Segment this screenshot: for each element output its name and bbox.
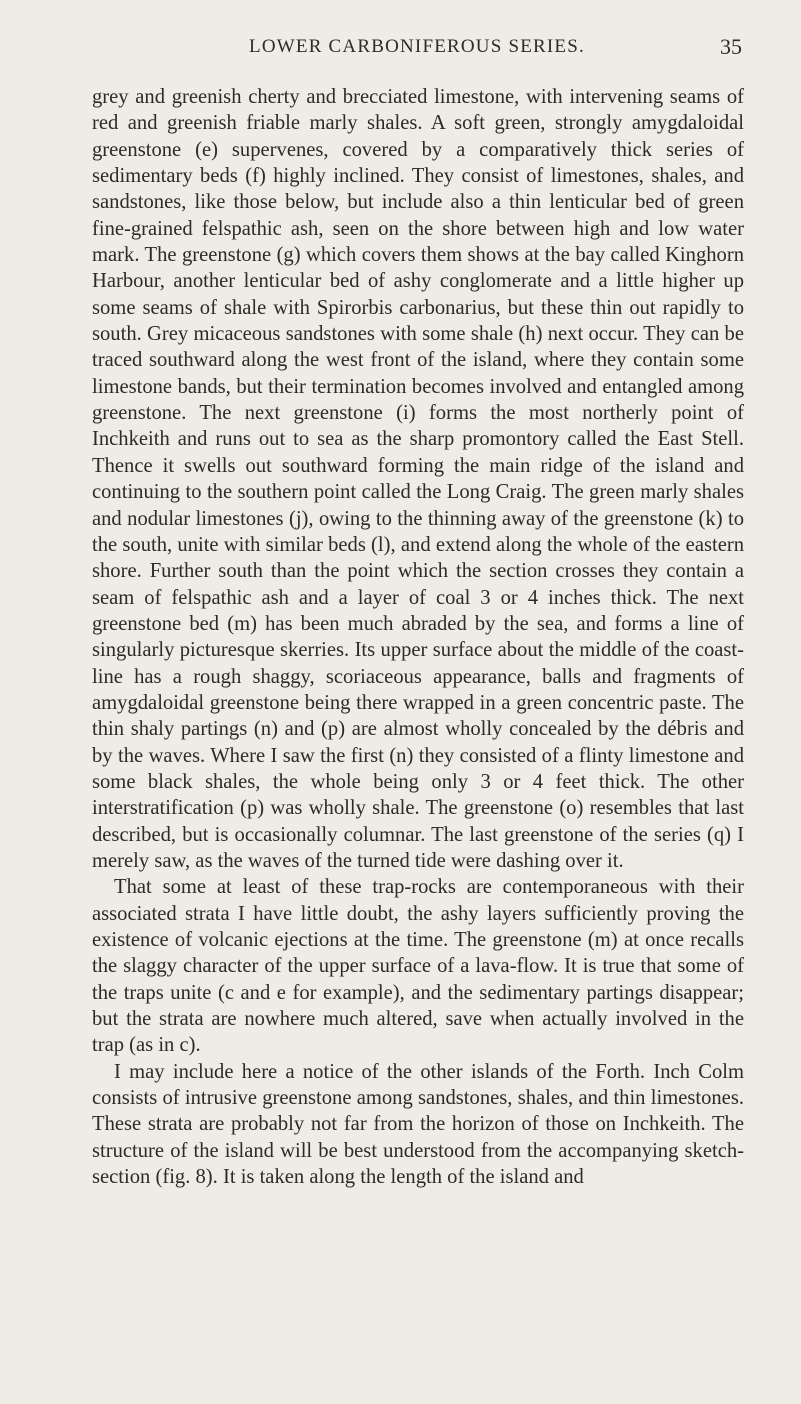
page-number: 35 [720, 34, 742, 59]
body-text [92, 84, 744, 1190]
paragraph-inchkeith-strata: grey and greenish cherty and brecciated limestone, with intervening seams of red and greenish friable marly shales. A soft green, strongly amygdaloidal greenstone (e) supervenes, covered by a comparatively thick series of sedimentary beds (f) highly inclined. They consist of limestones, shales, and sandstones, like those below, but include also a thin lenticular bed of green fine-grained felspathic ash, seen on the shore between high and low water mark. The greenstone (g) which covers them shows at the bay called Kinghorn Harbour, another lenticular bed of ashy conglomerate and a little higher up some seams of shale with Spirorbis carbonarius, but these thin out rapidly to south. Grey micaceous sandstones with some shale (h) next occur. They can be traced southward along the west front of the island, where they contain some limestone bands, but their termination becomes involved and entangled among greenstone. The next greenstone (i) forms the most northerly point of Inchkeith and runs out to sea as the sharp promontory called the East Stell. Thence it swells out southward forming the main ridge of the island and continuing to the southern point called the Long Craig. The green marly shales and nodular limestones (j), owing to the thinning away of the greenstone (k) to the south, unite with similar beds (l), and extend along the whole of the eastern shore. Further south than the point which the section crosses they contain a seam of felspathic ash and a layer of coal 3 or 4 inches thick. The next greenstone bed (m) has been much abraded by the sea, and forms a line of singularly picturesque skerries. Its upper surface about the middle of the coast-line has a rough shaggy, scoriaceous appearance, balls and fragments of amygdaloidal greenstone being there wrapped in a green concentric paste. The thin shaly partings (n) and (p) are almost wholly concealed by the débris and by the waves. Where I saw the first (n) they consisted of a flinty limestone and some black shales, the whole being only 3 or 4 feet thick. The other interstratification (p) was wholly shale. The greenstone (o) resembles that last described, but is occasionally columnar. The last greenstone of the series (q) I merely saw, as the waves of the turned tide were dashing over it. [92, 86, 744, 872]
running-title: LOWER CARBONIFEROUS SERIES. [249, 36, 585, 57]
paragraph-contemporaneous-traps: That some at least of these trap-rocks are contemporaneous with their associated strata I have little doubt, the ashy layers sufficiently proving the existence of volcanic ejections at the time. The greenstone (m) at once recalls the slaggy character of the upper surface of a lava-flow. It is true that some of the traps unite (c and e for example), and the sedimentary partings disappear; but the strata are nowhere much altered, save when actually involved in the trap (as in c). [92, 876, 744, 1057]
running-head [92, 34, 742, 60]
paragraph-inch-colm: I may include here a notice of the other islands of the Forth. Inch Colm consists of intrusive greenstone among sandstones, shales, and thin limestones. These strata are probably not far from the horizon of those on Inchkeith. The structure of the island will be best understood from the accompanying sketch-section (fig. 8). It is taken along the length of the island and [92, 1060, 744, 1189]
